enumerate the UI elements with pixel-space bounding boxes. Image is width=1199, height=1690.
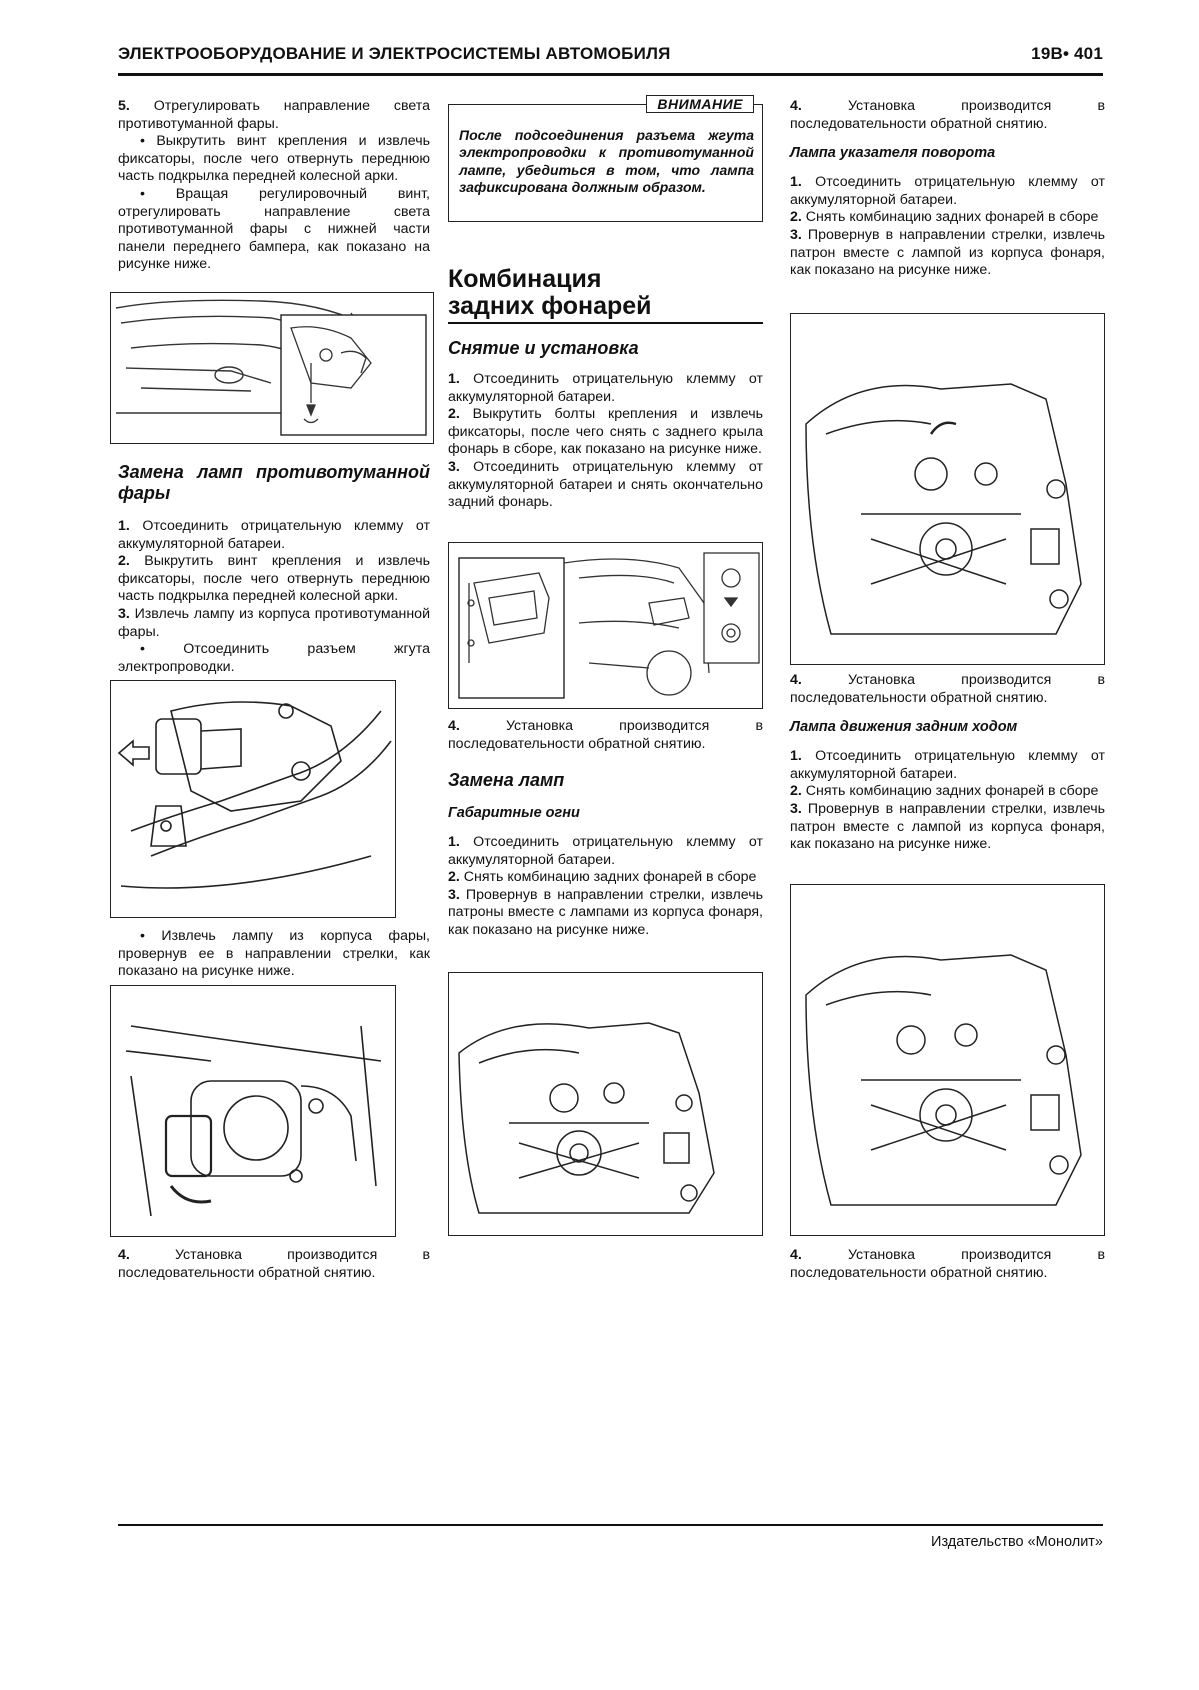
- warning-text: После подсоединения разъема жгута электропроводки к противотуманной лампе, убедиться в том, что лампа зафиксирована должным образом.: [459, 127, 754, 196]
- reverse-lamp-heading: Лампа движения задним ходом: [790, 719, 1018, 736]
- step-text: Выкрутить болты крепления и извлечь фиксаторы, после чего снять с заднего крыла фонарь в сборе, как показано на рисунке ниже.: [448, 406, 763, 458]
- figure-connector-disconnect: [110, 680, 396, 918]
- step-text: Провернув в направлении стрелки, извлечь патрон вместе с лампой из корпуса фонаря, как показано на рисунке ниже.: [790, 800, 1105, 853]
- step-number: 2.: [118, 553, 130, 570]
- page-number: 19В• 401: [1031, 44, 1103, 63]
- bullet-text: • Выкрутить винт крепления и извлечь фиксаторы, после чего отвернуть переднюю часть подкрылка передней колесной арки.: [118, 133, 430, 185]
- step-number: 2.: [448, 406, 460, 423]
- lamps-heading: Замена ламп: [448, 770, 565, 790]
- step-number: 4.: [118, 1247, 130, 1263]
- step-text: Снять комбинацию задних фонарей в сборе: [463, 869, 757, 886]
- section-title-rear-lights: [448, 266, 763, 324]
- big-heading-line1: Комбинация: [448, 265, 602, 293]
- bullet-text: • Извлечь лампу из корпуса фары, провернув ее в направлении стрелки, как показано на рисунке ниже.: [118, 928, 430, 980]
- step-text: Провернув в направлении стрелки, извлечь патрон вместе с лампой из корпуса фонаря, как показано на рисунке ниже.: [790, 226, 1105, 279]
- step-number: 5.: [118, 98, 130, 114]
- header-rule: [118, 73, 1103, 76]
- step-text: Отсоединить отрицательную клемму от аккумуляторной батареи.: [448, 834, 763, 868]
- col1-step4: [118, 1247, 430, 1282]
- step-number: 1.: [448, 371, 460, 387]
- step-number: 3.: [118, 605, 130, 622]
- step-text: Снять комбинацию задних фонарей в сборе: [805, 783, 1099, 800]
- col1-bullet-remove: [118, 928, 430, 981]
- figure-side-light-bulbs: [448, 972, 763, 1236]
- taillight-drawing-3: [791, 885, 1104, 1235]
- step-text: Установка производится в последовательности обратной снятию.: [118, 1247, 430, 1281]
- step-number: 4.: [448, 718, 460, 734]
- step-text: Отсоединить отрицательную клемму от аккумуляторной батареи.: [790, 174, 1105, 208]
- big-heading-line2: задних фонарей: [448, 292, 652, 320]
- figure-reverse-lamp: [790, 884, 1105, 1236]
- step-number: 2.: [790, 209, 802, 226]
- col2-step4: [448, 718, 763, 753]
- step-number: 3.: [448, 458, 460, 475]
- figure-fog-lamp-rotate: [110, 985, 396, 1237]
- col3-turn-section: [790, 98, 1105, 280]
- step-text: Установка производится в последовательности обратной снятию.: [790, 1247, 1105, 1281]
- car-front-drawing: [111, 293, 433, 443]
- step-number: 1.: [790, 174, 802, 191]
- step-text: Отсоединить отрицательную клемму от аккумуляторной батареи.: [448, 371, 763, 405]
- page-header: [118, 44, 1103, 64]
- arrow-icon: [119, 741, 149, 765]
- step-number: 4.: [790, 98, 802, 114]
- step-text: Отрегулировать направление света противотуманной фары.: [118, 98, 430, 132]
- step-text: Отсоединить отрицательную клемму от аккумуляторной батареи и снять окончательно задний фонарь.: [448, 458, 763, 511]
- step-number: 1.: [118, 518, 130, 534]
- footer-rule: [118, 1524, 1103, 1526]
- figure-fog-light-adjust: [110, 292, 434, 444]
- step-text: Установка производится в последовательности обратной снятию.: [790, 98, 1105, 132]
- connector-drawing: [111, 681, 395, 917]
- step-text: Отсоединить отрицательную клемму от аккумуляторной батареи.: [790, 748, 1105, 782]
- step-text: Установка производится в последовательности обратной снятию.: [448, 718, 763, 752]
- step-number: 2.: [790, 783, 802, 800]
- step-text: Установка производится в последовательности обратной снятию.: [790, 672, 1105, 706]
- sub-heading: Снятие и установка: [448, 338, 639, 358]
- col2-removal-section: [448, 338, 763, 512]
- bullet-text: • Вращая регулировочный винт, отрегулировать направление света противотуманной фары с нижней части панели переднего бампера, как показано на рисунке ниже.: [118, 185, 430, 273]
- figure-rear-light-removal: [448, 542, 763, 709]
- step-number: 1.: [790, 748, 802, 765]
- step-text: Отсоединить отрицательную клемму от аккумуляторной батареи.: [118, 518, 430, 552]
- heading-underline: [448, 322, 763, 324]
- warning-box: [448, 96, 763, 222]
- col3-step4: [790, 1247, 1105, 1282]
- side-lights-heading: Габаритные огни: [448, 805, 580, 821]
- turn-lamp-heading: Лампа указателя поворота: [790, 145, 996, 162]
- step-number: 4.: [790, 672, 802, 688]
- step-number: 3.: [790, 226, 802, 243]
- step-text: Выкрутить винт крепления и извлечь фиксаторы, после чего отвернуть переднюю часть подкрылка передней колесной арки.: [118, 553, 430, 605]
- taillight-drawing-1: [449, 973, 762, 1235]
- col2-lamps-section: [448, 770, 763, 940]
- warning-tag: ВНИМАНИЕ: [646, 95, 754, 113]
- section-heading: Замена ламп противотуманной фары: [118, 462, 430, 503]
- bullet-text: • Отсоединить разъем жгута электропроводки.: [118, 641, 430, 675]
- taillight-drawing-2: [791, 314, 1104, 664]
- col1-fog-lamp-section: [118, 462, 430, 676]
- step-number: 4.: [790, 1247, 802, 1263]
- step-number: 2.: [448, 869, 460, 886]
- fog-lamp-drawing: [111, 986, 395, 1236]
- col1-top-text: [118, 98, 430, 274]
- step-text: Извлечь лампу из корпуса противотуманной фары.: [118, 605, 430, 640]
- rear-car-drawing: [449, 543, 762, 708]
- header-title: ЭЛЕКТРООБОРУДОВАНИЕ И ЭЛЕКТРОСИСТЕМЫ АВТОМОБИЛЯ: [118, 44, 671, 63]
- step-number: 3.: [448, 886, 460, 903]
- step-text: Провернув в направлении стрелки, извлечь патроны вместе с лампами из корпуса фонаря, как показано на рисунке ниже.: [448, 886, 763, 938]
- step-number: 1.: [448, 834, 460, 850]
- col3-reverse-section: [790, 672, 1105, 854]
- figure-turn-lamp: [790, 313, 1105, 665]
- publisher-label: Издательство «Монолит»: [931, 1534, 1103, 1550]
- step-text: Снять комбинацию задних фонарей в сборе: [805, 209, 1099, 226]
- step-number: 3.: [790, 800, 802, 817]
